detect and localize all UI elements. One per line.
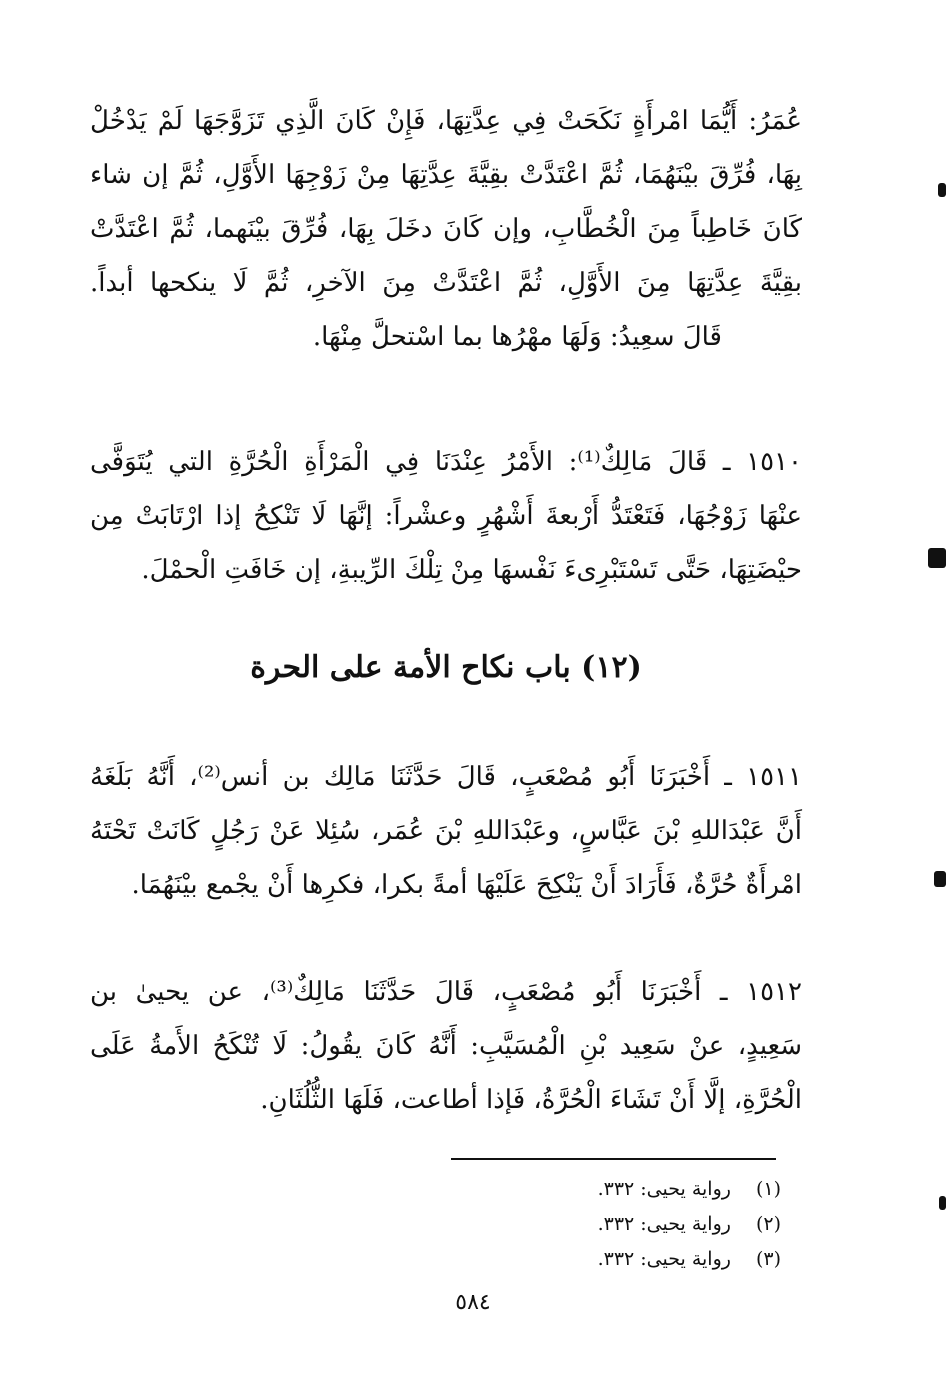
scan-edge-mark <box>928 548 946 568</box>
text-line: امْرأَةٌ حُرَّةٌ، فَأَرَادَ أَنْ يَنْكِحَ عَلَيْهَا أمةً بكرا، فكرِها أَنْ يجْمع بيْنَهُمَا. <box>131 870 802 900</box>
paragraph-continuation <box>90 94 802 364</box>
text-line: كَانَ خَاطِباً مِنَ الْخُطَّابِ، وإن كَانَ دخَلَ بِهَا، فُرِّقَ بيْنَهما، ثُمَّ اعْتَدَّتْ <box>90 214 802 244</box>
text-line: بِهَا، فُرِّقَ بيْنَهُمَا، ثُمَّ اعْتَدَّتْ بقِيَّةَ عِدَّتِهَا مِنْ زَوْجِهَا الأَوَّلِ، ثُمَّ إن شاء <box>90 160 802 190</box>
text-line: ١٥١٠ ـ قَالَ مَالِكٌ⁽¹⁾: الأَمْرُ عِنْدَنَا فِي الْمَرْأَةِ الْحُرَّةِ التي يُتَوَفَّى <box>90 447 802 477</box>
footnote <box>451 1172 781 1207</box>
scan-edge-mark <box>934 871 946 887</box>
paragraph-1512 <box>90 965 802 1127</box>
paragraph-1511 <box>90 750 802 912</box>
page-number: ٥٨٤ <box>455 1290 491 1315</box>
footnote-number: (٢) <box>755 1213 781 1235</box>
scan-edge-mark <box>938 183 946 197</box>
text-line: سَعِيدٍ، عنْ سَعِيد بْنِ الْمُسَيَّبِ: أَنَّهُ كَانَ يقُولُ: لَا تُنْكَحُ الأَمةُ عَلَى <box>90 1031 802 1061</box>
text-line: ١٥١٢ ـ أَخْبَرَنَا أَبُو مُصْعَبٍ، قَالَ حَدَّثَنَا مَالِكٌ⁽³⁾، عن يحيىٰ بن <box>90 977 802 1007</box>
footnote-text: رواية يحيى: ٣٣٢. <box>597 1178 731 1200</box>
footnote-separator <box>451 1158 776 1160</box>
text-line: حيْضَتِهَا، حَتَّى تَسْتَبْرِىءَ نَفْسهَا مِنْ تِلْكَ الرِّيبةِ، إن خَافَتِ الْحمْلَ. <box>141 555 802 585</box>
text-line: بقِيَّةَ عِدَّتِهَا مِنَ الأَوَّلِ، ثُمَّ اعْتَدَّتْ مِنَ الآخرِ، ثُمَّ لَا ينكحها أبداً. <box>90 268 802 298</box>
text-line: عُمَرُ: أَيُّمَا امْرأَةٍ نَكَحَتْ فِي عِدَّتِهَا، فَإِنْ كَانَ الَّذِي تَزَوَّجَهَا لَمْ يَدْخُلْ <box>90 106 802 136</box>
footnote-text: رواية يحيى: ٣٣٢. <box>597 1213 731 1235</box>
scan-edge-mark <box>939 1196 946 1210</box>
footnote-text: رواية يحيى: ٣٣٢. <box>597 1248 731 1270</box>
section-heading: (١٢) باب نكاح الأمة على الحرة <box>250 650 642 685</box>
footnote-number: (٣) <box>755 1248 781 1270</box>
text-line: قَالَ سعِيدُ: وَلَهَا مهْرُها بما اسْتحلَّ مِنْهَا. <box>312 322 722 352</box>
paragraph-1510 <box>90 435 802 597</box>
text-line: الْحُرَّةِ، إلَّا أَنْ تَشَاءَ الْحُرَّةُ، فَإذا أطاعت، فَلَهَا الثُّلُثَانِ. <box>260 1085 802 1115</box>
text-line: عنْهَا زَوْجُهَا، فَتَعْتَدُّ أَرْبعةَ أَشْهُرٍ وعشْراً: إنَّهَا لَا تَنْكِحُ إذا ارْتَابَتْ مِن <box>90 501 802 531</box>
footnotes <box>451 1172 781 1277</box>
text-line: أَنَّ عَبْدَاللهِ بْنَ عَبَّاسٍ، وعَبْدَاللهِ بْنَ عُمَر، سُئِلا عَنْ رَجُلٍ كَانَتْ تَحْتَهُ <box>90 816 802 846</box>
text-line: ١٥١١ ـ أَخْبَرَنَا أَبُو مُصْعَبٍ، قَالَ حَدَّثَنَا مَالِك بن أنس⁽²⁾، أَنَّهُ بَلَغَهُ <box>90 762 802 792</box>
footnote <box>451 1242 781 1277</box>
footnote-number: (١) <box>755 1178 781 1200</box>
footnote <box>451 1207 781 1242</box>
